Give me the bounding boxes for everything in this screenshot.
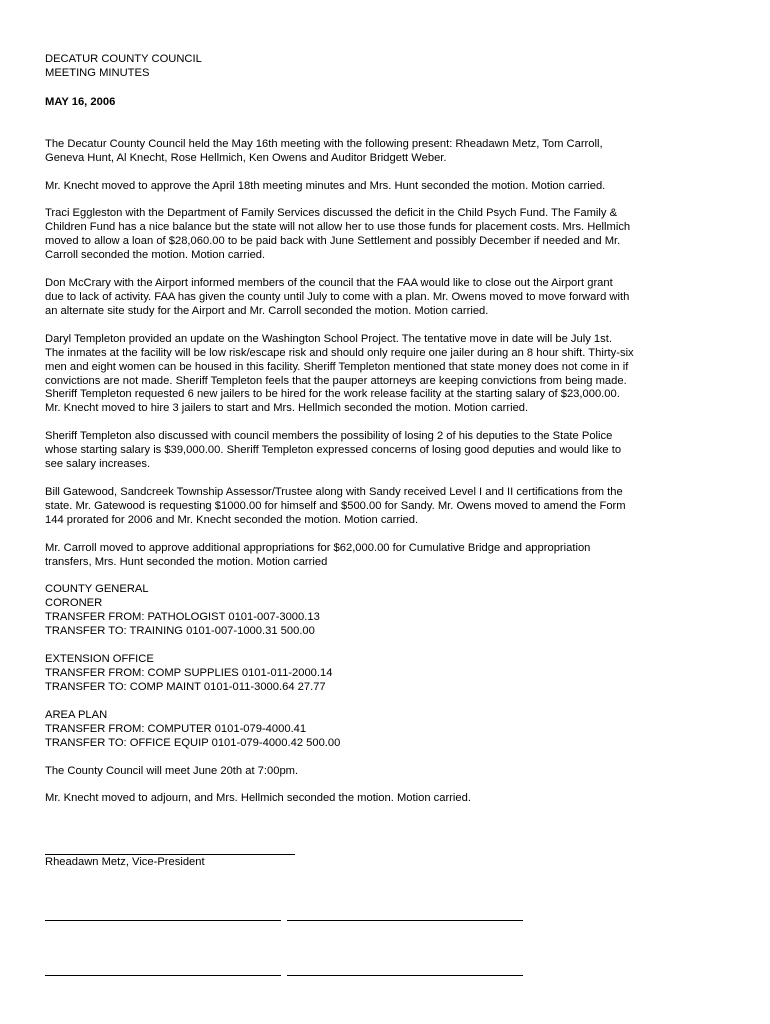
paragraph-line: transfers, Mrs. Hunt seconded the motion. Motion carried	[45, 555, 328, 568]
paragraph-line: Carroll seconded the motion. Motion carried.	[45, 249, 266, 262]
transfer-line: TRANSFER TO: COMP MAINT 0101-011-3000.64 27.77	[45, 680, 326, 693]
organization-name: DECATUR COUNTY COUNCIL	[45, 53, 202, 65]
paragraph-airport	[45, 277, 735, 319]
document-header	[45, 53, 735, 81]
paragraph-line: Traci Eggleston with the Department of Family Services discussed the deficit in the Child Psych Fund. The Family &	[45, 207, 618, 220]
paragraph-attendance	[45, 138, 735, 166]
paragraph-line: due to lack of activity. FAA has given the county until July to come with a plan. Mr. Owens moved to move forward with	[45, 290, 630, 303]
signature-row	[45, 906, 735, 921]
signature-blank-left	[45, 906, 281, 921]
transfer-line: TRANSFER TO: TRAINING 0101-007-1000.31 500.00	[45, 625, 315, 638]
paragraph-washington-school	[45, 333, 735, 416]
paragraph-appropriations	[45, 542, 735, 570]
transfer-line: AREA PLAN	[45, 708, 108, 721]
transfer-line: TRANSFER FROM: PATHOLOGIST 0101-007-3000.13	[45, 611, 320, 624]
paragraph-line: 144 prorated for 2006 and Mr. Knecht seconded the motion. Motion carried.	[45, 513, 419, 526]
transfer-line: TRANSFER FROM: COMP SUPPLIES 0101-011-2000.14	[45, 667, 333, 679]
paragraph-line: whose starting salary is $39,000.00. Sheriff Templeton expressed concerns of losing good deputies and would like to	[45, 444, 622, 457]
signatory-name: Rheadawn Metz, Vice-President	[45, 856, 205, 869]
paragraph-line: Bill Gatewood, Sandcreek Township Assessor/Trustee along with Sandy received Level I and II certifications from the	[45, 485, 623, 498]
paragraph-line: Sheriff Templeton requested 6 new jailers to be hired for the work release facility at the starting salary of $23,000.00.	[45, 388, 620, 401]
paragraph-line: state. Mr. Gatewood is requesting $1000.00 for himself and $500.00 for Sandy. Mr. Owens moved to amend the Form	[45, 499, 626, 512]
paragraph-line: Children Fund has a nice balance but the state will not allow her to use those funds for placement costs. Mrs. Hellmich	[45, 221, 631, 234]
paragraph-line: convictions are not made. Sheriff Templeton feels that the pauper attorneys are keeping convictions from being made.	[45, 374, 627, 387]
paragraph-line: men and eight women can be housed in this facility. Sheriff Templeton mentioned that state money does not come in if	[45, 360, 629, 373]
transfer-extension-office	[45, 653, 735, 695]
paragraph-line: Mr. Carroll moved to approve additional appropriations for $62,000.00 for Cumulative Bridge and appropriation	[45, 541, 591, 554]
transfer-line: TRANSFER FROM: COMPUTER 0101-079-4000.41	[45, 722, 307, 735]
paragraph-family-services	[45, 207, 735, 263]
minutes-page	[45, 53, 735, 976]
paragraph-line: The Decatur County Council held the May 16th meeting with the following present: Rheadawn Metz, Tom Carroll,	[45, 137, 603, 150]
meeting-date: MAY 16, 2006	[45, 95, 116, 108]
paragraph-deputies	[45, 430, 735, 472]
paragraph-line: Don McCrary with the Airport informed members of the council that the FAA would like to close out the Airport grant	[45, 277, 613, 290]
paragraph-line: an alternate site study for the Airport and Mr. Carroll seconded the motion. Motion carried.	[45, 304, 489, 317]
paragraph-line: The inmates at the facility will be low risk/escape risk and should only require one jailer during an 8 hour shift. Thirty-six	[45, 346, 634, 359]
signature-blank-right	[287, 961, 523, 976]
paragraph-minutes-approval	[45, 180, 735, 194]
transfer-line: COUNTY GENERAL	[45, 583, 149, 596]
signature-line	[45, 840, 295, 855]
transfer-line: CORONER	[45, 597, 103, 610]
transfer-county-general	[45, 583, 735, 639]
paragraph-line: The County Council will meet June 20th at 7:00pm.	[45, 764, 299, 777]
paragraph-line: see salary increases.	[45, 458, 151, 471]
paragraph-line: moved to allow a loan of $28,060.00 to be paid back with June Settlement and possibly December if needed and Mr.	[45, 235, 621, 248]
signature-row	[45, 961, 735, 976]
paragraph-line: Mr. Knecht moved to adjourn, and Mrs. Hellmich seconded the motion. Motion carried.	[45, 792, 471, 805]
paragraph-line: Geneva Hunt, Al Knecht, Rose Hellmich, Ken Owens and Auditor Bridgett Weber.	[45, 151, 447, 164]
paragraph-line: Sheriff Templeton also discussed with council members the possibility of losing 2 of his deputies to the State Police	[45, 430, 613, 443]
transfer-line: TRANSFER TO: OFFICE EQUIP 0101-079-4000.42 500.00	[45, 736, 341, 749]
transfer-area-plan	[45, 709, 735, 751]
paragraph-next-meeting	[45, 765, 735, 779]
paragraph-line: Mr. Knecht moved to hire 3 jailers to start and Mrs. Hellmich seconded the motion. Motion carried.	[45, 402, 529, 415]
paragraph-line: Mr. Knecht moved to approve the April 18th meeting minutes and Mrs. Hunt seconded the motion. Motion carried.	[45, 179, 606, 192]
signature-blank-right	[287, 906, 523, 921]
paragraph-sandcreek	[45, 486, 735, 528]
paragraph-adjourn	[45, 792, 735, 806]
document-type: MEETING MINUTES	[45, 66, 150, 79]
transfer-line: EXTENSION OFFICE	[45, 653, 154, 666]
paragraph-line: Daryl Templeton provided an update on the Washington School Project. The tentative move in date will be July 1st.	[45, 332, 612, 345]
signature-blank-left	[45, 961, 281, 976]
